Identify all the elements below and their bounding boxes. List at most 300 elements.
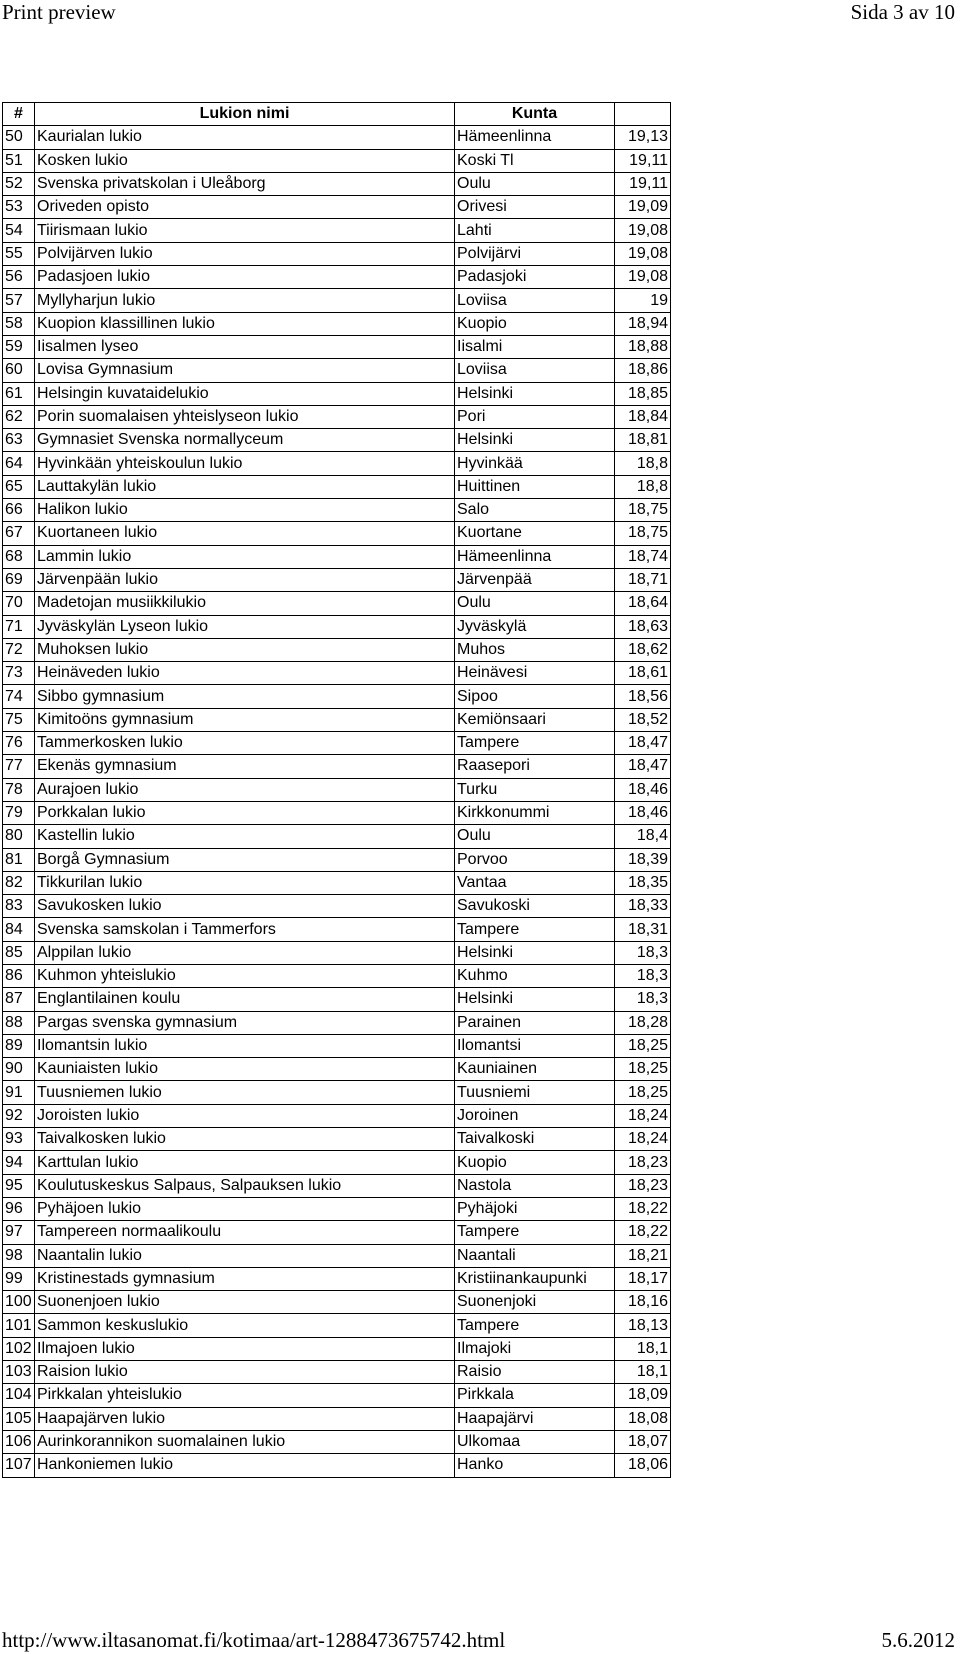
school-name-cell: Jyväskylän Lyseon lukio bbox=[35, 615, 455, 638]
school-name-cell: Tuusniemen lukio bbox=[35, 1081, 455, 1104]
score-cell: 18,88 bbox=[615, 335, 671, 358]
score-cell: 18,22 bbox=[615, 1197, 671, 1220]
rank-cell: 75 bbox=[3, 708, 35, 731]
municipality-cell: Hämeenlinna bbox=[455, 545, 615, 568]
municipality-cell: Salo bbox=[455, 499, 615, 522]
rank-cell: 106 bbox=[3, 1430, 35, 1453]
rank-cell: 93 bbox=[3, 1128, 35, 1151]
municipality-cell: Helsinki bbox=[455, 382, 615, 405]
municipality-cell: Orivesi bbox=[455, 196, 615, 219]
score-cell: 18,23 bbox=[615, 1151, 671, 1174]
municipality-cell: Oulu bbox=[455, 825, 615, 848]
score-cell: 19,08 bbox=[615, 242, 671, 265]
score-cell: 18,35 bbox=[615, 871, 671, 894]
municipality-cell: Porvoo bbox=[455, 848, 615, 871]
table-row bbox=[3, 1244, 671, 1267]
school-name-cell: Haapajärven lukio bbox=[35, 1407, 455, 1430]
score-cell: 18,8 bbox=[615, 475, 671, 498]
table-row bbox=[3, 335, 671, 358]
rank-cell: 97 bbox=[3, 1221, 35, 1244]
score-cell: 18,1 bbox=[615, 1337, 671, 1360]
table-row bbox=[3, 1081, 671, 1104]
table-row bbox=[3, 429, 671, 452]
score-cell: 18,08 bbox=[615, 1407, 671, 1430]
rank-cell: 68 bbox=[3, 545, 35, 568]
score-cell: 18,61 bbox=[615, 662, 671, 685]
municipality-cell: Padasjoki bbox=[455, 266, 615, 289]
score-cell: 18,24 bbox=[615, 1128, 671, 1151]
school-name-cell: Hankoniemen lukio bbox=[35, 1454, 455, 1477]
municipality-cell: Raisio bbox=[455, 1361, 615, 1384]
municipality-cell: Tampere bbox=[455, 1314, 615, 1337]
table-row bbox=[3, 172, 671, 195]
score-cell: 18,17 bbox=[615, 1267, 671, 1290]
rank-cell: 73 bbox=[3, 662, 35, 685]
municipality-cell: Muhos bbox=[455, 638, 615, 661]
school-name-cell: Pyhäjoen lukio bbox=[35, 1197, 455, 1220]
score-cell: 19,11 bbox=[615, 172, 671, 195]
rank-cell: 84 bbox=[3, 918, 35, 941]
school-name-cell: Iisalmen lyseo bbox=[35, 335, 455, 358]
municipality-cell: Tampere bbox=[455, 732, 615, 755]
table-row bbox=[3, 848, 671, 871]
school-name-cell: Joroisten lukio bbox=[35, 1104, 455, 1127]
school-name-cell: Porkkalan lukio bbox=[35, 801, 455, 824]
school-name-cell: Svenska privatskolan i Uleåborg bbox=[35, 172, 455, 195]
rank-cell: 67 bbox=[3, 522, 35, 545]
score-cell: 18,64 bbox=[615, 592, 671, 615]
score-cell: 18,06 bbox=[615, 1454, 671, 1477]
municipality-cell: Helsinki bbox=[455, 988, 615, 1011]
municipality-cell: Savukoski bbox=[455, 895, 615, 918]
municipality-cell: Raasepori bbox=[455, 755, 615, 778]
column-header-municipality: Kunta bbox=[455, 103, 615, 126]
municipality-cell: Jyväskylä bbox=[455, 615, 615, 638]
rank-cell: 81 bbox=[3, 848, 35, 871]
rank-cell: 64 bbox=[3, 452, 35, 475]
table-row bbox=[3, 1151, 671, 1174]
column-header-score bbox=[615, 103, 671, 126]
school-name-cell: Naantalin lukio bbox=[35, 1244, 455, 1267]
score-cell: 18,84 bbox=[615, 405, 671, 428]
municipality-cell: Helsinki bbox=[455, 429, 615, 452]
score-cell: 18,62 bbox=[615, 638, 671, 661]
rank-cell: 77 bbox=[3, 755, 35, 778]
table-row bbox=[3, 1267, 671, 1290]
table-row bbox=[3, 1454, 671, 1477]
municipality-cell: Naantali bbox=[455, 1244, 615, 1267]
table-row bbox=[3, 638, 671, 661]
rank-cell: 98 bbox=[3, 1244, 35, 1267]
municipality-cell: Tampere bbox=[455, 918, 615, 941]
table-body bbox=[3, 126, 671, 1477]
table-row bbox=[3, 895, 671, 918]
table-row bbox=[3, 778, 671, 801]
rank-cell: 50 bbox=[3, 126, 35, 149]
municipality-cell: Iisalmi bbox=[455, 335, 615, 358]
table-row bbox=[3, 359, 671, 382]
municipality-cell: Pyhäjoki bbox=[455, 1197, 615, 1220]
municipality-cell: Kuopio bbox=[455, 1151, 615, 1174]
table-row bbox=[3, 988, 671, 1011]
municipality-cell: Koski Tl bbox=[455, 149, 615, 172]
score-cell: 18,07 bbox=[615, 1430, 671, 1453]
rank-cell: 103 bbox=[3, 1361, 35, 1384]
table-row bbox=[3, 1197, 671, 1220]
municipality-cell: Tuusniemi bbox=[455, 1081, 615, 1104]
municipality-cell: Pori bbox=[455, 405, 615, 428]
table-row bbox=[3, 149, 671, 172]
rank-cell: 80 bbox=[3, 825, 35, 848]
school-name-cell: Aurajoen lukio bbox=[35, 778, 455, 801]
table-row bbox=[3, 568, 671, 591]
school-name-cell: Oriveden opisto bbox=[35, 196, 455, 219]
school-ranking-table bbox=[2, 102, 671, 1478]
school-name-cell: Svenska samskolan i Tammerfors bbox=[35, 918, 455, 941]
school-name-cell: Järvenpään lukio bbox=[35, 568, 455, 591]
score-cell: 18,13 bbox=[615, 1314, 671, 1337]
table-row bbox=[3, 312, 671, 335]
rank-cell: 52 bbox=[3, 172, 35, 195]
table-row bbox=[3, 1058, 671, 1081]
municipality-cell: Sipoo bbox=[455, 685, 615, 708]
table-row bbox=[3, 1291, 671, 1314]
table-row bbox=[3, 1011, 671, 1034]
score-cell: 18,25 bbox=[615, 1058, 671, 1081]
rank-cell: 65 bbox=[3, 475, 35, 498]
municipality-cell: Suonenjoki bbox=[455, 1291, 615, 1314]
table-row bbox=[3, 382, 671, 405]
score-cell: 18,39 bbox=[615, 848, 671, 871]
score-cell: 18,94 bbox=[615, 312, 671, 335]
school-name-cell: Suonenjoen lukio bbox=[35, 1291, 455, 1314]
score-cell: 18,47 bbox=[615, 755, 671, 778]
school-name-cell: Lauttakylän lukio bbox=[35, 475, 455, 498]
score-cell: 18,52 bbox=[615, 708, 671, 731]
school-name-cell: Ilomantsin lukio bbox=[35, 1034, 455, 1057]
score-cell: 18,75 bbox=[615, 499, 671, 522]
rank-cell: 69 bbox=[3, 568, 35, 591]
table-header-row bbox=[3, 103, 671, 126]
school-name-cell: Kosken lukio bbox=[35, 149, 455, 172]
table-row bbox=[3, 289, 671, 312]
table-row bbox=[3, 242, 671, 265]
rank-cell: 60 bbox=[3, 359, 35, 382]
school-name-cell: Ekenäs gymnasium bbox=[35, 755, 455, 778]
score-cell: 19,11 bbox=[615, 149, 671, 172]
score-cell: 18,33 bbox=[615, 895, 671, 918]
table-row bbox=[3, 708, 671, 731]
table-row bbox=[3, 219, 671, 242]
rank-cell: 87 bbox=[3, 988, 35, 1011]
rank-cell: 62 bbox=[3, 405, 35, 428]
school-name-cell: Koulutuskeskus Salpaus, Salpauksen lukio bbox=[35, 1174, 455, 1197]
table-row bbox=[3, 196, 671, 219]
rank-cell: 66 bbox=[3, 499, 35, 522]
school-name-cell: Tampereen normaalikoulu bbox=[35, 1221, 455, 1244]
score-cell: 18,81 bbox=[615, 429, 671, 452]
score-cell: 18,16 bbox=[615, 1291, 671, 1314]
score-cell: 18,1 bbox=[615, 1361, 671, 1384]
school-name-cell: Kuortaneen lukio bbox=[35, 522, 455, 545]
rank-cell: 71 bbox=[3, 615, 35, 638]
school-name-cell: Muhoksen lukio bbox=[35, 638, 455, 661]
rank-cell: 88 bbox=[3, 1011, 35, 1034]
rank-cell: 105 bbox=[3, 1407, 35, 1430]
school-name-cell: Kastellin lukio bbox=[35, 825, 455, 848]
school-name-cell: Tammerkosken lukio bbox=[35, 732, 455, 755]
table-row bbox=[3, 592, 671, 615]
rank-cell: 58 bbox=[3, 312, 35, 335]
table-row bbox=[3, 475, 671, 498]
score-cell: 18,23 bbox=[615, 1174, 671, 1197]
school-name-cell: Kaurialan lukio bbox=[35, 126, 455, 149]
school-name-cell: Kuhmon yhteislukio bbox=[35, 964, 455, 987]
municipality-cell: Nastola bbox=[455, 1174, 615, 1197]
school-name-cell: Tiirismaan lukio bbox=[35, 219, 455, 242]
score-cell: 18,71 bbox=[615, 568, 671, 591]
school-name-cell: Taivalkosken lukio bbox=[35, 1128, 455, 1151]
score-cell: 19,13 bbox=[615, 126, 671, 149]
rank-cell: 53 bbox=[3, 196, 35, 219]
score-cell: 18,31 bbox=[615, 918, 671, 941]
school-name-cell: Madetojan musiikkilukio bbox=[35, 592, 455, 615]
score-cell: 18,46 bbox=[615, 801, 671, 824]
table-row bbox=[3, 1384, 671, 1407]
rank-cell: 59 bbox=[3, 335, 35, 358]
table-row bbox=[3, 545, 671, 568]
table-row bbox=[3, 452, 671, 475]
municipality-cell: Kirkkonummi bbox=[455, 801, 615, 824]
municipality-cell: Kristiinankaupunki bbox=[455, 1267, 615, 1290]
table-row bbox=[3, 755, 671, 778]
school-name-cell: Padasjoen lukio bbox=[35, 266, 455, 289]
municipality-cell: Hämeenlinna bbox=[455, 126, 615, 149]
rank-cell: 78 bbox=[3, 778, 35, 801]
rank-cell: 95 bbox=[3, 1174, 35, 1197]
municipality-cell: Oulu bbox=[455, 592, 615, 615]
table-row bbox=[3, 266, 671, 289]
school-name-cell: Myllyharjun lukio bbox=[35, 289, 455, 312]
municipality-cell: Helsinki bbox=[455, 941, 615, 964]
score-cell: 19,08 bbox=[615, 219, 671, 242]
municipality-cell: Ulkomaa bbox=[455, 1430, 615, 1453]
school-name-cell: Lovisa Gymnasium bbox=[35, 359, 455, 382]
rank-cell: 102 bbox=[3, 1337, 35, 1360]
table-row bbox=[3, 732, 671, 755]
table-row bbox=[3, 1221, 671, 1244]
table-row bbox=[3, 405, 671, 428]
municipality-cell: Kuhmo bbox=[455, 964, 615, 987]
table-row bbox=[3, 1128, 671, 1151]
municipality-cell: Loviisa bbox=[455, 289, 615, 312]
table-row bbox=[3, 1034, 671, 1057]
table-row bbox=[3, 1361, 671, 1384]
school-name-cell: Pirkkalan yhteislukio bbox=[35, 1384, 455, 1407]
school-name-cell: Sammon keskuslukio bbox=[35, 1314, 455, 1337]
municipality-cell: Joroinen bbox=[455, 1104, 615, 1127]
rank-cell: 63 bbox=[3, 429, 35, 452]
score-cell: 18,28 bbox=[615, 1011, 671, 1034]
school-name-cell: Porin suomalaisen yhteislyseon lukio bbox=[35, 405, 455, 428]
municipality-cell: Järvenpää bbox=[455, 568, 615, 591]
score-cell: 18,74 bbox=[615, 545, 671, 568]
print-date: 5.6.2012 bbox=[881, 1628, 955, 1652]
score-cell: 18,56 bbox=[615, 685, 671, 708]
page-number: Sida 3 av 10 bbox=[850, 0, 955, 24]
score-cell: 18,25 bbox=[615, 1081, 671, 1104]
table-row bbox=[3, 941, 671, 964]
school-name-cell: Heinäveden lukio bbox=[35, 662, 455, 685]
score-cell: 18,86 bbox=[615, 359, 671, 382]
school-name-cell: Karttulan lukio bbox=[35, 1151, 455, 1174]
rank-cell: 85 bbox=[3, 941, 35, 964]
score-cell: 18,8 bbox=[615, 452, 671, 475]
school-name-cell: Alppilan lukio bbox=[35, 941, 455, 964]
rank-cell: 83 bbox=[3, 895, 35, 918]
school-name-cell: Pargas svenska gymnasium bbox=[35, 1011, 455, 1034]
score-cell: 18,25 bbox=[615, 1034, 671, 1057]
municipality-cell: Vantaa bbox=[455, 871, 615, 894]
school-name-cell: Borgå Gymnasium bbox=[35, 848, 455, 871]
rank-cell: 51 bbox=[3, 149, 35, 172]
rank-cell: 61 bbox=[3, 382, 35, 405]
rank-cell: 89 bbox=[3, 1034, 35, 1057]
municipality-cell: Haapajärvi bbox=[455, 1407, 615, 1430]
table-row bbox=[3, 964, 671, 987]
rank-cell: 57 bbox=[3, 289, 35, 312]
school-name-cell: Aurinkorannikon suomalainen lukio bbox=[35, 1430, 455, 1453]
rank-cell: 55 bbox=[3, 242, 35, 265]
table-row bbox=[3, 801, 671, 824]
score-cell: 18,3 bbox=[615, 964, 671, 987]
municipality-cell: Tampere bbox=[455, 1221, 615, 1244]
score-cell: 18,21 bbox=[615, 1244, 671, 1267]
municipality-cell: Oulu bbox=[455, 172, 615, 195]
school-name-cell: Polvijärven lukio bbox=[35, 242, 455, 265]
municipality-cell: Lahti bbox=[455, 219, 615, 242]
score-cell: 19,09 bbox=[615, 196, 671, 219]
score-cell: 18,75 bbox=[615, 522, 671, 545]
school-name-cell: Helsingin kuvataidelukio bbox=[35, 382, 455, 405]
school-name-cell: Savukosken lukio bbox=[35, 895, 455, 918]
rank-cell: 79 bbox=[3, 801, 35, 824]
school-name-cell: Halikon lukio bbox=[35, 499, 455, 522]
school-name-cell: Kauniaisten lukio bbox=[35, 1058, 455, 1081]
municipality-cell: Kuopio bbox=[455, 312, 615, 335]
score-cell: 18,46 bbox=[615, 778, 671, 801]
school-name-cell: Tikkurilan lukio bbox=[35, 871, 455, 894]
score-cell: 18,4 bbox=[615, 825, 671, 848]
source-url: http://www.iltasanomat.fi/kotimaa/art-1288473675742.html bbox=[2, 1628, 506, 1652]
table-row bbox=[3, 126, 671, 149]
municipality-cell: Turku bbox=[455, 778, 615, 801]
rank-cell: 96 bbox=[3, 1197, 35, 1220]
municipality-cell: Loviisa bbox=[455, 359, 615, 382]
score-cell: 19 bbox=[615, 289, 671, 312]
school-name-cell: Ilmajoen lukio bbox=[35, 1337, 455, 1360]
municipality-cell: Ilmajoki bbox=[455, 1337, 615, 1360]
municipality-cell: Taivalkoski bbox=[455, 1128, 615, 1151]
table-row bbox=[3, 1430, 671, 1453]
table-row bbox=[3, 685, 671, 708]
school-name-cell: Sibbo gymnasium bbox=[35, 685, 455, 708]
school-name-cell: Hyvinkään yhteiskoulun lukio bbox=[35, 452, 455, 475]
table-row bbox=[3, 1104, 671, 1127]
table-row bbox=[3, 1314, 671, 1337]
score-cell: 18,3 bbox=[615, 988, 671, 1011]
rank-cell: 104 bbox=[3, 1384, 35, 1407]
page-header-title: Print preview bbox=[2, 0, 116, 24]
school-name-cell: Englantilainen koulu bbox=[35, 988, 455, 1011]
rank-cell: 54 bbox=[3, 219, 35, 242]
rank-cell: 74 bbox=[3, 685, 35, 708]
rank-cell: 76 bbox=[3, 732, 35, 755]
table-row bbox=[3, 918, 671, 941]
score-cell: 18,22 bbox=[615, 1221, 671, 1244]
school-name-cell: Kimitoöns gymnasium bbox=[35, 708, 455, 731]
table-row bbox=[3, 522, 671, 545]
score-cell: 18,24 bbox=[615, 1104, 671, 1127]
table-row bbox=[3, 1337, 671, 1360]
rank-cell: 99 bbox=[3, 1267, 35, 1290]
rank-cell: 94 bbox=[3, 1151, 35, 1174]
score-cell: 18,09 bbox=[615, 1384, 671, 1407]
rank-cell: 82 bbox=[3, 871, 35, 894]
table-row bbox=[3, 615, 671, 638]
score-cell: 18,85 bbox=[615, 382, 671, 405]
municipality-cell: Kemiönsaari bbox=[455, 708, 615, 731]
municipality-cell: Parainen bbox=[455, 1011, 615, 1034]
municipality-cell: Kauniainen bbox=[455, 1058, 615, 1081]
rank-cell: 70 bbox=[3, 592, 35, 615]
school-name-cell: Lammin lukio bbox=[35, 545, 455, 568]
table-row bbox=[3, 825, 671, 848]
score-cell: 18,3 bbox=[615, 941, 671, 964]
table-row bbox=[3, 662, 671, 685]
municipality-cell: Heinävesi bbox=[455, 662, 615, 685]
score-cell: 18,47 bbox=[615, 732, 671, 755]
score-cell: 18,63 bbox=[615, 615, 671, 638]
rank-cell: 92 bbox=[3, 1104, 35, 1127]
rank-cell: 91 bbox=[3, 1081, 35, 1104]
municipality-cell: Hyvinkää bbox=[455, 452, 615, 475]
column-header-rank: # bbox=[3, 103, 35, 126]
municipality-cell: Kuortane bbox=[455, 522, 615, 545]
municipality-cell: Polvijärvi bbox=[455, 242, 615, 265]
rank-cell: 90 bbox=[3, 1058, 35, 1081]
table-row bbox=[3, 871, 671, 894]
school-name-cell: Kristinestads gymnasium bbox=[35, 1267, 455, 1290]
table-row bbox=[3, 1174, 671, 1197]
table-row bbox=[3, 499, 671, 522]
rank-cell: 72 bbox=[3, 638, 35, 661]
rank-cell: 101 bbox=[3, 1314, 35, 1337]
table-row bbox=[3, 1407, 671, 1430]
rank-cell: 107 bbox=[3, 1454, 35, 1477]
school-name-cell: Kuopion klassillinen lukio bbox=[35, 312, 455, 335]
rank-cell: 56 bbox=[3, 266, 35, 289]
school-name-cell: Gymnasiet Svenska normallyceum bbox=[35, 429, 455, 452]
rank-cell: 100 bbox=[3, 1291, 35, 1314]
municipality-cell: Ilomantsi bbox=[455, 1034, 615, 1057]
municipality-cell: Pirkkala bbox=[455, 1384, 615, 1407]
municipality-cell: Huittinen bbox=[455, 475, 615, 498]
school-name-cell: Raision lukio bbox=[35, 1361, 455, 1384]
rank-cell: 86 bbox=[3, 964, 35, 987]
score-cell: 19,08 bbox=[615, 266, 671, 289]
column-header-school-name: Lukion nimi bbox=[35, 103, 455, 126]
